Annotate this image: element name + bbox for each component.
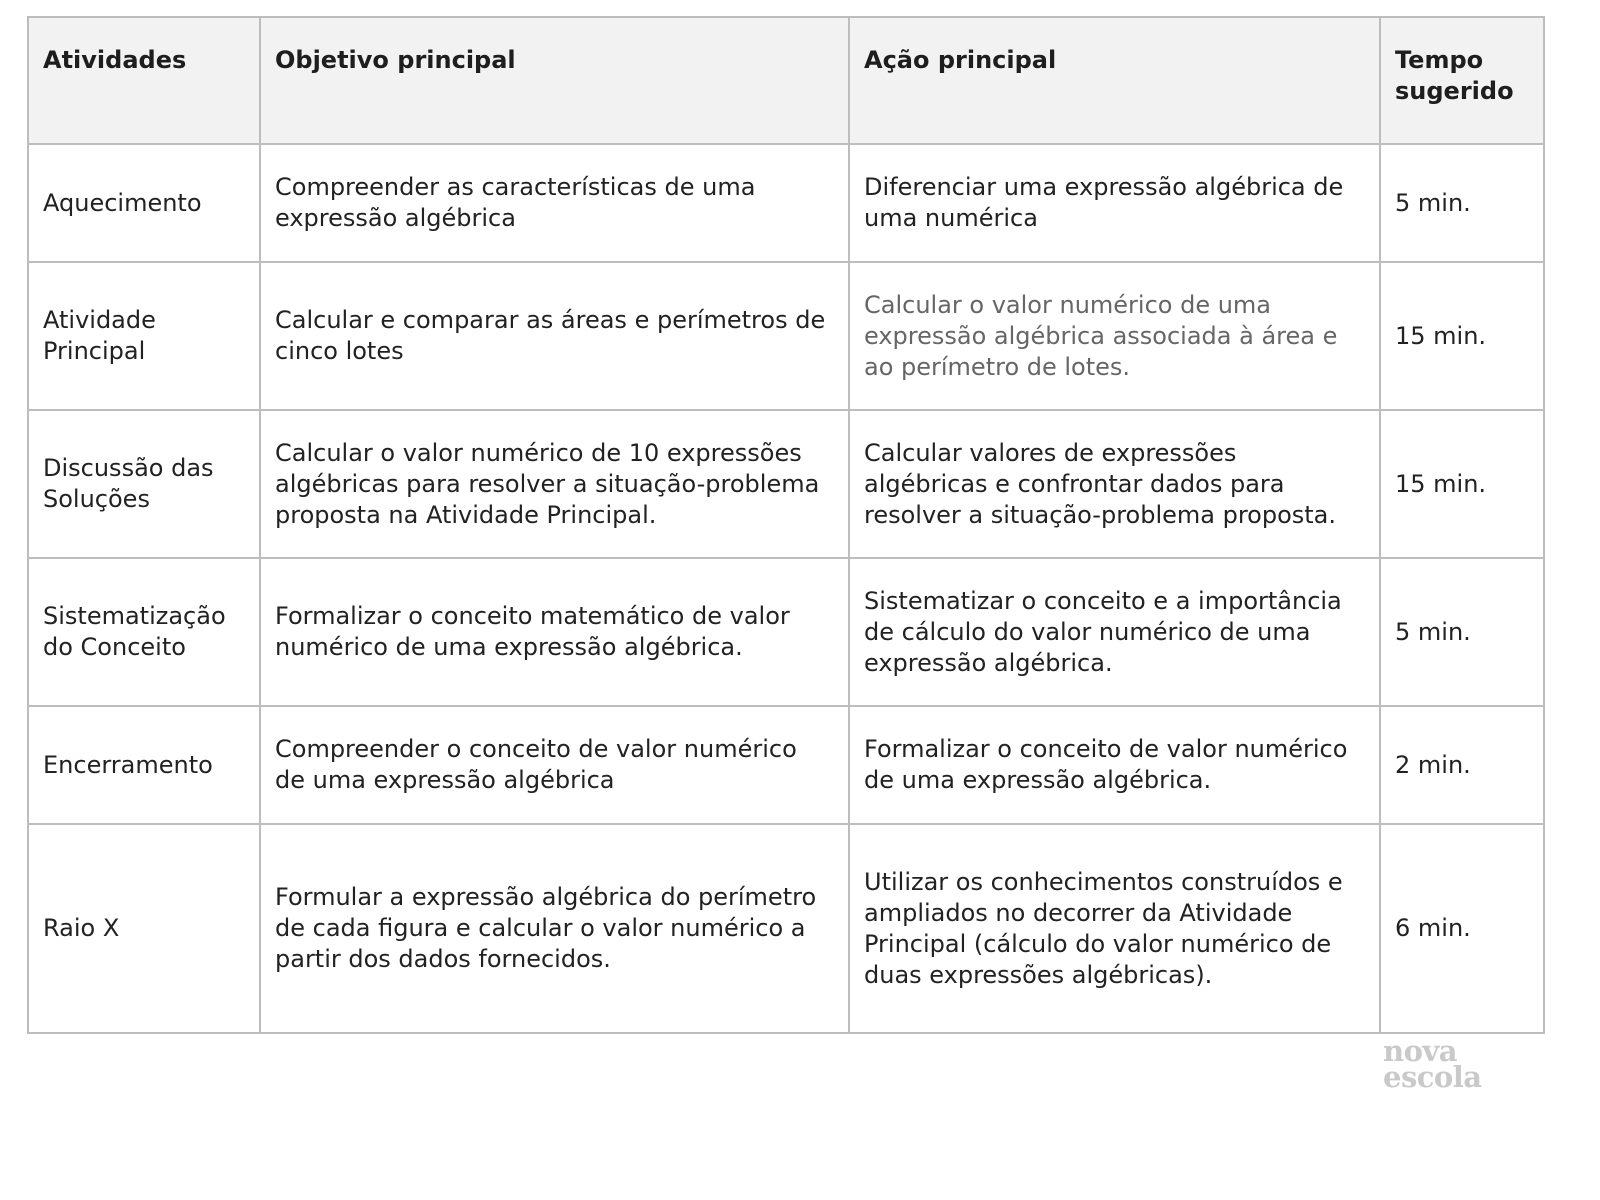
cell-objetivo: Formalizar o conceito matemático de valor numérico de uma expressão algébrica. — [260, 558, 849, 706]
header-atividades: Atividades — [28, 17, 260, 144]
cell-acao: Utilizar os conhecimentos construídos e ampliados no decorrer da Atividade Principal (cálculo do valor numérico de duas expressões algébricas). — [849, 824, 1380, 1033]
cell-tempo: 5 min. — [1380, 144, 1544, 262]
cell-tempo: 15 min. — [1380, 410, 1544, 558]
cell-acao: Sistematizar o conceito e a importância de cálculo do valor numérico de uma expressão algébrica. — [849, 558, 1380, 706]
nova-escola-logo — [1383, 1034, 1503, 1094]
cell-objetivo: Compreender as características de uma expressão algébrica — [260, 144, 849, 262]
header-objetivo-principal: Objetivo principal — [260, 17, 849, 144]
cell-atividade: Aquecimento — [28, 144, 260, 262]
cell-acao: Diferenciar uma expressão algébrica de uma numérica — [849, 144, 1380, 262]
activity-plan-table — [27, 16, 1545, 1034]
cell-objetivo: Calcular o valor numérico de 10 expressões algébricas para resolver a situação-problema proposta na Atividade Principal. — [260, 410, 849, 558]
header-tempo-sugerido: Tempo sugerido — [1380, 17, 1544, 144]
table-row — [28, 824, 1544, 1033]
cell-atividade: Raio X — [28, 824, 260, 1033]
table-row — [28, 144, 1544, 262]
cell-objetivo: Calcular e comparar as áreas e perímetros de cinco lotes — [260, 262, 849, 410]
table-header — [28, 17, 1544, 144]
cell-acao: Calcular valores de expressões algébricas e confrontar dados para resolver a situação-problema proposta. — [849, 410, 1380, 558]
table-body — [28, 144, 1544, 1033]
table-row — [28, 706, 1544, 824]
cell-tempo: 5 min. — [1380, 558, 1544, 706]
cell-atividade: Sistematização do Conceito — [28, 558, 260, 706]
cell-atividade: Encerramento — [28, 706, 260, 824]
table-row — [28, 558, 1544, 706]
logo-line-nova: nova — [1383, 1034, 1458, 1068]
cell-atividade: Discussão das Soluções — [28, 410, 260, 558]
cell-acao: Formalizar o conceito de valor numérico de uma expressão algébrica. — [849, 706, 1380, 824]
cell-acao: Calcular o valor numérico de uma expressão algébrica associada à área e ao perímetro de lotes. — [849, 262, 1380, 410]
header-acao-principal: Ação principal — [849, 17, 1380, 144]
table-row — [28, 262, 1544, 410]
logo-line-escola: escola — [1383, 1060, 1482, 1094]
cell-atividade: Atividade Principal — [28, 262, 260, 410]
cell-objetivo: Compreender o conceito de valor numérico de uma expressão algébrica — [260, 706, 849, 824]
cell-tempo: 2 min. — [1380, 706, 1544, 824]
cell-tempo: 6 min. — [1380, 824, 1544, 1033]
header-row — [28, 17, 1544, 144]
table-row — [28, 410, 1544, 558]
cell-tempo: 15 min. — [1380, 262, 1544, 410]
cell-objetivo: Formular a expressão algébrica do perímetro de cada figura e calcular o valor numérico a partir dos dados fornecidos. — [260, 824, 849, 1033]
